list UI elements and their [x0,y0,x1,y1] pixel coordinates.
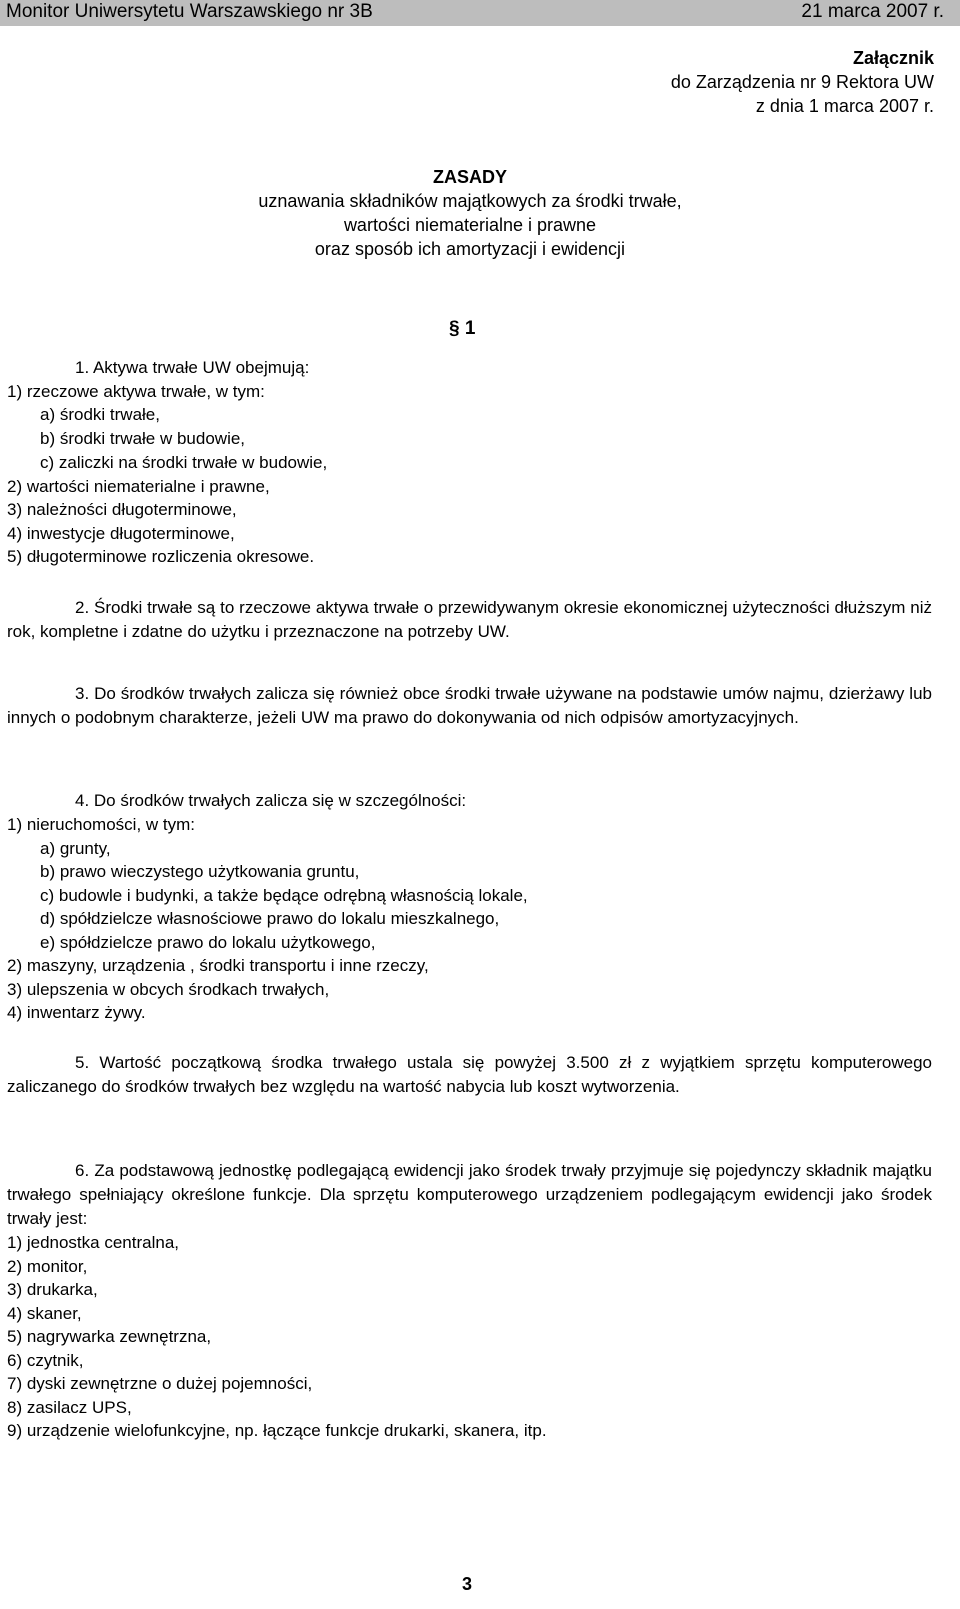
list-item: 5) nagrywarka zewnętrzna, [7,1327,212,1346]
header-bar [0,0,960,26]
paragraph-3: 3. Do środków trwałych zalicza się również obce środki trwałe używane na podstawie umów najmu, dzierżawy lub innych o podobnym charakterze, jeżeli UW ma prawo do dokonywania od nich odpisów amortyzacyjnych. [7,684,932,727]
title-heading: ZASADY [432,167,507,187]
list-item: b) środki trwałe w budowie, [40,429,246,448]
list-item: 5) długoterminowe rozliczenia okresowe. [7,547,315,566]
list-item: d) spółdzielcze własnościowe prawo do lokalu mieszkalnego, [40,909,500,928]
list-item: c) zaliczki na środki trwałe w budowie, [40,453,328,472]
publication-title: Monitor Uniwersytetu Warszawskiego nr 3B [6,1,373,22]
list-item: a) grunty, [40,839,111,858]
list-item: 4) inwentarz żywy. [7,1003,146,1022]
list-item: b) prawo wieczystego użytkowania gruntu, [40,862,360,881]
list-item: 1) nieruchomości, w tym: [7,815,195,834]
list-item: 9) urządzenie wielofunkcyjne, np. łączące funkcje drukarki, skanera, itp. [7,1421,547,1440]
publication-date: 21 marca 2007 r. [801,1,944,22]
section-number: 1 [464,318,476,339]
list-item: 3) należności długoterminowe, [7,500,237,519]
list-item: a) środki trwałe, [40,405,160,424]
p1-intro: 1. Aktywa trwałe UW obejmują: [75,358,310,377]
list-item: 2) monitor, [7,1257,88,1276]
document-title [0,165,940,261]
section-sign: § [449,318,460,339]
title-line-1: uznawania składników majątkowych za środki trwałe, [258,191,682,211]
list-item: 3) drukarka, [7,1280,98,1299]
list-item: 2) maszyny, urządzenia , środki transportu i inne rzeczy, [7,956,429,975]
title-line-3: oraz sposób ich amortyzacji i ewidencji [314,239,626,259]
annex-line-2: z dnia 1 marca 2007 r. [755,96,934,116]
list-item: 1) jednostka centralna, [7,1233,179,1252]
list-item: 3) ulepszenia w obcych środkach trwałych, [7,980,330,999]
list-item: 4) inwestycje długoterminowe, [7,524,235,543]
paragraph-5: 5. Wartość początkową środka trwałego ustala się powyżej 3.500 zł z wyjątkiem sprzętu komputerowego zaliczanego do środków trwałych bez względu na wartość nabycia lub koszt wytworzenia. [7,1053,932,1096]
list-item: 2) wartości niematerialne i prawne, [7,477,270,496]
list-item: c) budowle i budynki, a także będące odrębną własnością lokale, [40,886,528,905]
paragraph-2: 2. Środki trwałe są to rzeczowe aktywa trwałe o przewidywanym okresie ekonomicznej użyteczności dłuższym niż rok, kompletne i zdatne do użytku i przeznaczone na potrzeby UW. [7,598,932,641]
p4-intro: 4. Do środków trwałych zalicza się w szczególności: [75,791,467,810]
annex-line-1: do Zarządzenia nr 9 Rektora UW [670,72,934,92]
list-item: 4) skaner, [7,1304,82,1323]
page-number: 3 [462,1574,473,1594]
list-item: 7) dyski zewnętrzne o dużej pojemności, [7,1374,313,1393]
title-line-2: wartości niematerialne i prawne [343,215,597,235]
list-item: 6) czytnik, [7,1351,84,1370]
paragraph-6: 6. Za podstawową jednostkę podlegającą ewidencji jako środek trwały przyjmuje się pojedynczy składnik majątku trwałego spełniający określone funkcje. Dla sprzętu komputerowego urządzeniem podlegającym ewidencji jako środek trwały jest: [7,1161,932,1228]
section-mark [449,318,475,340]
list-item: 8) zasilacz UPS, [7,1398,132,1417]
list-item: 1) rzeczowe aktywa trwałe, w tym: [7,382,265,401]
annex-block [671,46,934,118]
list-item: e) spółdzielcze prawo do lokalu użytkowego, [40,933,376,952]
annex-title: Załącznik [852,48,934,68]
